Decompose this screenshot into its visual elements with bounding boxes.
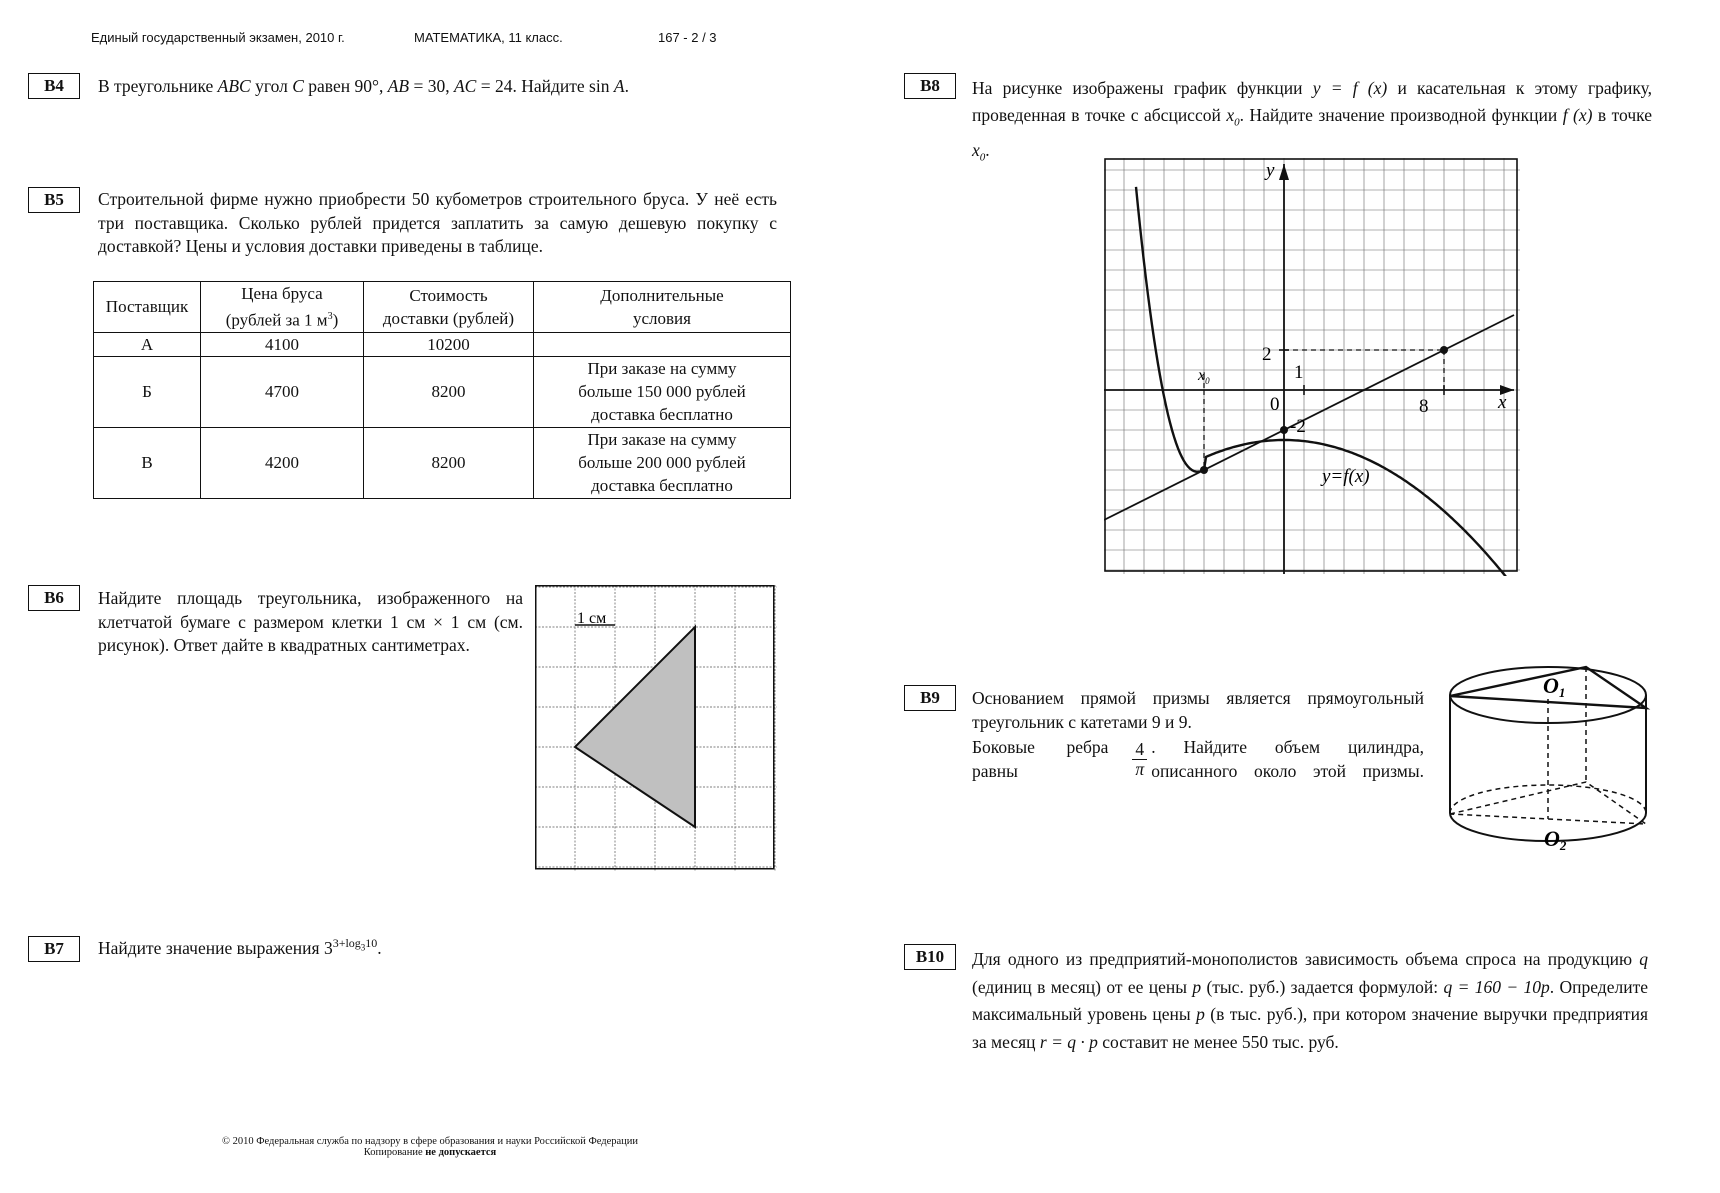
task-b6-text: Найдите площадь треугольника, изображенного на клетчатой бумаге с размером клетки 1 см × 1 см (см. рисунок). Ответ дайте в квадратных сантиметрах. xyxy=(98,588,523,655)
y-axis-label: y xyxy=(1266,160,1275,181)
cell-delivery: 8200 xyxy=(364,427,534,498)
supplier-table xyxy=(93,281,791,499)
col-header-conditions: Дополнительные условия xyxy=(534,282,791,333)
tangent-point-x0 xyxy=(1200,466,1208,474)
cell-price: 4700 xyxy=(201,356,364,427)
cell-supplier: В xyxy=(94,427,201,498)
x-axis-label: x xyxy=(1498,392,1507,413)
function-graph xyxy=(1104,158,1520,576)
task-b7-text: Найдите значение выражения $3^{3+log_310}$. xyxy=(98,936,382,958)
cell-delivery: 10200 xyxy=(364,332,534,356)
header-subject: МАТЕМАТИКА, 11 класс. xyxy=(414,30,563,45)
tick-label-8: 8 xyxy=(1419,396,1429,417)
cell-price: 4200 xyxy=(201,427,364,498)
task-b8-text: На рисунке изображены график функции y = f (x) и касательная к этому графику, проведенная в точке с абсциссой $x_0$. Найдите значение производной функции f (x) в точке $x_0$. xyxy=(972,78,1652,163)
table-row xyxy=(94,427,791,498)
cell-supplier: А xyxy=(94,332,201,356)
task-label-b7: B7 xyxy=(28,936,80,962)
task-label-b4: B4 xyxy=(28,73,80,99)
x0-label: $x_0$ xyxy=(1198,367,1210,386)
table-row xyxy=(94,332,791,356)
cell-conditions: При заказе на сумму больше 200 000 рублей доставка бесплатно xyxy=(534,427,791,498)
label-o1: O1 xyxy=(1543,673,1566,700)
triangle-grid-figure xyxy=(535,585,777,871)
tangent-line xyxy=(1104,315,1514,520)
col-header-price: Цена бруса (рублей за 1 $м^3$) xyxy=(201,282,364,333)
table-header-row xyxy=(94,282,791,333)
task-label-b9: B9 xyxy=(904,685,956,711)
cell-delivery: 8200 xyxy=(364,356,534,427)
curve-label: y=f(x) xyxy=(1322,466,1370,487)
shaded-triangle xyxy=(575,627,695,827)
tangent-point-y-intercept xyxy=(1280,426,1288,434)
tangent-point-8-2 xyxy=(1440,346,1448,354)
col-header-delivery: Стоимость доставки (рублей) xyxy=(364,282,534,333)
task-b5-text: Строительной фирме нужно приобрести 50 кубометров строительного бруса. У неё есть три поставщика. Сколько рублей придется заплатить за самую дешевую покупку с доставкой? Цены и условия доставки приведены в таблице. xyxy=(98,189,777,256)
task-b4-text: В треугольнике ABC угол C равен 90°, AB = 30, AC = 24. Найдите sin A. xyxy=(98,76,629,96)
prism-cylinder-figure xyxy=(1444,656,1656,868)
footer-copyright: © 2010 Федеральная служба по надзору в сфере образования и науки Российской Федерации xyxy=(221,1136,639,1147)
cell-conditions xyxy=(534,332,791,356)
task-label-b5: B5 xyxy=(28,187,80,213)
scale-label: 1 см xyxy=(577,610,607,627)
y-axis-arrow xyxy=(1279,164,1289,180)
footer-copy-notice: Копирование не допускается xyxy=(363,1147,497,1158)
task-label-b6: B6 xyxy=(28,585,80,611)
cell-price: 4100 xyxy=(201,332,364,356)
task-b10-text: Для одного из предприятий-монополистов зависимость объема спроса на продукцию q (единиц в месяц) от ее цены p (тыс. руб.) задается формулой: q = 160 − 10p. Определите максимальный уровень цены p (в тыс. руб.), при котором значение выручки предприятия за месяц r = q · p составит не менее 550 тыс. руб. xyxy=(972,949,1648,1052)
table-row xyxy=(94,356,791,427)
expression: $3^{3+log_310}$ xyxy=(323,936,378,958)
cell-conditions: При заказе на сумму больше 150 000 рублей доставка бесплатно xyxy=(534,356,791,427)
col-header-supplier: Поставщик xyxy=(94,282,201,333)
cell-supplier: Б xyxy=(94,356,201,427)
header-exam-title: Единый государственный экзамен, 2010 г. xyxy=(91,30,345,45)
fraction: 4 π xyxy=(1132,740,1147,779)
origin-label: 0 xyxy=(1270,394,1280,415)
task-label-b8: B8 xyxy=(904,73,956,99)
task-label-b10: B10 xyxy=(904,944,956,970)
header-page-code: 167 - 2 / 3 xyxy=(658,30,717,45)
label-o2: O2 xyxy=(1544,826,1567,853)
footer xyxy=(100,1136,760,1158)
tick-label-1: 1 xyxy=(1294,362,1304,383)
function-curve xyxy=(1136,187,1508,576)
tick-label-minus2: -2 xyxy=(1290,416,1306,437)
tick-label-2: 2 xyxy=(1262,344,1272,365)
task-b9-text: Основанием прямой призмы является прямоугольный треугольник с катетами 9 и 9. Боковые ребра равны 4 π . Найдите объем цилиндра, описанного около этой призмы. xyxy=(972,688,1424,781)
